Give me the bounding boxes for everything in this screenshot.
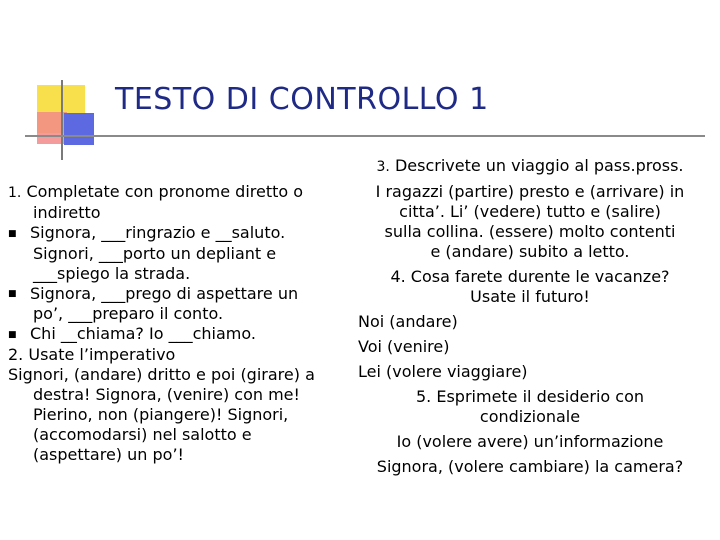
exercise-2-line-4: (accomodarsi) nel salotto e — [33, 424, 252, 444]
exercise-3-line-4: e (andare) subito a letto. — [430, 242, 630, 261]
title-divider — [25, 135, 705, 137]
exercise-1-title-cont: indiretto — [33, 203, 101, 222]
exercise-3-heading — [350, 156, 710, 177]
bullet-item-2 — [8, 284, 346, 305]
bullet-item-2-cont: po’, ___preparo il conto. — [33, 304, 224, 323]
exercise-4-line-2: Voi (venire) — [358, 337, 450, 356]
exercise-3-line-1: I ragazzi (partire) presto e (arrivare) in — [375, 182, 685, 201]
bullet-item-1 — [8, 223, 346, 244]
left-column — [8, 182, 346, 465]
exercise-4-line-1: Noi (andare) — [358, 312, 458, 331]
exercise-5-line-2: Signora, (volere cambiare) la camera? — [376, 457, 684, 476]
bullet-item-3 — [8, 324, 346, 345]
bullet-icon: ■ — [8, 228, 17, 239]
exercise-2-line-1: Signori, (andare) dritto e poi (girare) a — [8, 364, 315, 384]
exercise-4-line-3: Lei (volere viaggiare) — [358, 362, 528, 381]
exercise-3-line-2: citta’. Li’ (vedere) tutto e (salire) — [399, 202, 661, 221]
bullet-item-1-cont-2: ___spiego la strada. — [33, 263, 191, 283]
decor-blue-square — [64, 113, 94, 145]
exercise-1-number: 1. — [8, 185, 22, 201]
exercise-2-line-3: Pierino, non (piangere)! Signori, — [33, 404, 289, 424]
exercise-5-heading: 5. Esprimete il desiderio con — [416, 387, 644, 406]
exercise-2-line-5: (aspettare) un po’! — [33, 444, 184, 464]
exercise-1-title: Completate con pronome diretto o — [26, 182, 304, 201]
bullet-item-3-text: Chi __chiama? Io ___chiamo. — [30, 324, 256, 343]
decor-vertical-line — [61, 80, 63, 160]
exercise-2-heading: 2. Usate l’imperativo — [8, 344, 176, 364]
bullet-item-1-cont: Signori, ___porto un depliant e — [33, 243, 277, 263]
bullet-icon: ■ — [8, 329, 17, 340]
bullet-icon: ■ — [8, 289, 17, 299]
exercise-5-line-1: Io (volere avere) un’informazione — [396, 432, 664, 451]
exercise-3-title: Descrivete un viaggio al pass.pross. — [394, 156, 684, 175]
exercise-3-number: 3. — [376, 159, 390, 175]
exercise-4-instruction: Usate il futuro! — [470, 287, 590, 306]
bullet-item-1-text: Signora, ___ringrazio e __saluto. — [30, 223, 286, 242]
right-column — [350, 156, 710, 477]
exercise-2-line-2: destra! Signora, (venire) con me! — [33, 384, 300, 404]
exercise-3-line-3: sulla collina. (essere) molto contenti — [384, 222, 676, 241]
exercise-5-instruction: condizionale — [479, 407, 581, 426]
exercise-4-heading: 4. Cosa farete durente le vacanze? — [390, 267, 670, 286]
page-title: TESTO DI CONTROLLO 1 — [115, 82, 489, 117]
bullet-item-2-text: Signora, ___prego di aspettare un — [30, 283, 299, 303]
exercise-1-heading — [8, 182, 346, 203]
